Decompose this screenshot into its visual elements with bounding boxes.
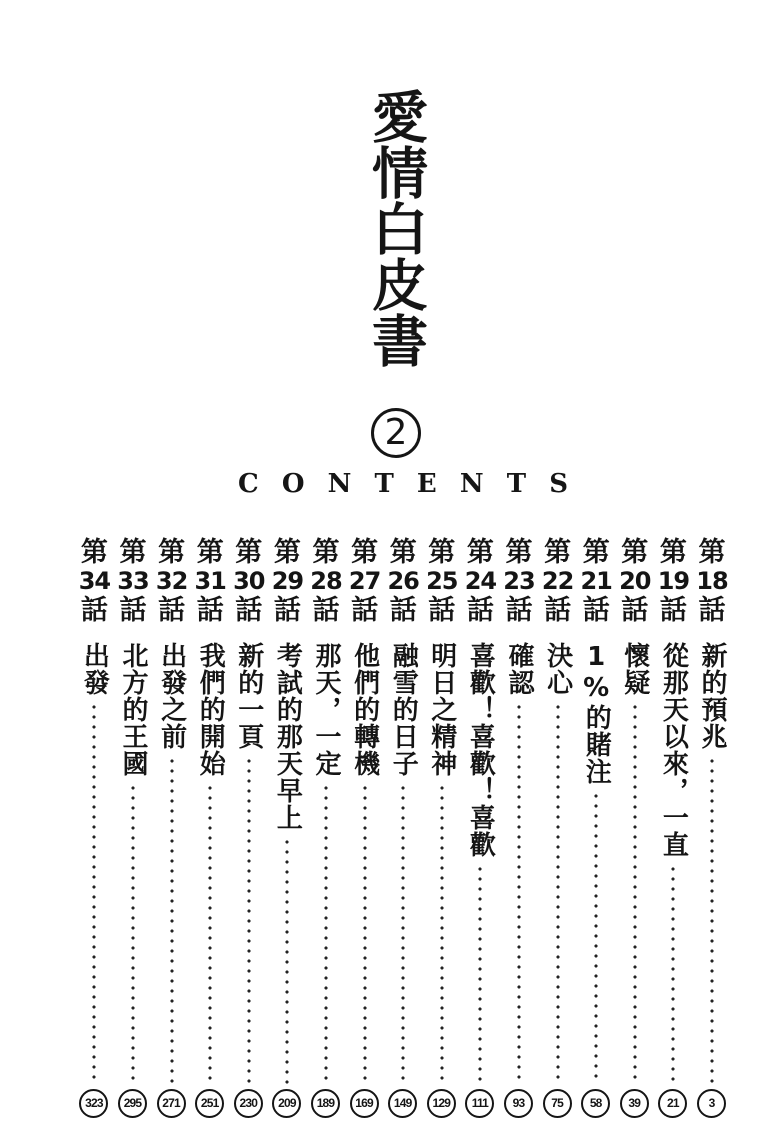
chapter-prefix: 第: [698, 537, 726, 568]
chapter-number: 34: [78, 567, 111, 595]
chapter-prefix: 第: [582, 537, 610, 568]
table-of-contents: [70, 538, 730, 1118]
chapter-suffix: 話: [428, 595, 456, 626]
chapter-prefix: 第: [621, 537, 649, 568]
chapter-title: 新的一頁: [233, 642, 264, 750]
chapter-prefix: 第: [158, 537, 186, 568]
chapter-title: 出發: [79, 642, 110, 696]
chapter-prefix: 第: [544, 537, 572, 568]
chapter-prefix: 第: [466, 537, 494, 568]
chapter-suffix: 話: [119, 595, 147, 626]
chapter-number: 23: [503, 567, 535, 595]
chapter-suffix: 話: [582, 595, 610, 626]
chapter-title: 我們的開始: [195, 642, 226, 777]
contents-heading-letter: C: [238, 469, 259, 499]
contents-heading-letter: E: [416, 469, 437, 499]
chapter-suffix: 話: [659, 595, 687, 626]
chapter-prefix: 第: [119, 537, 147, 568]
chapter-suffix: 話: [80, 595, 108, 626]
dot-leader: [324, 783, 328, 1084]
chapter-number: 30: [233, 567, 265, 595]
chapter-prefix: 第: [389, 537, 417, 568]
chapter-title: 他們的轉機: [349, 642, 380, 777]
page-number-circle: 111: [465, 1089, 494, 1118]
chapter-prefix: 第: [312, 537, 340, 568]
chapter-suffix: 話: [196, 595, 224, 626]
chapter-label: [540, 538, 576, 625]
page-number-circle: 58: [581, 1089, 610, 1118]
toc-entry[interactable]: [115, 538, 151, 1118]
chapter-title: 考試的那天早上: [272, 642, 303, 831]
dot-leader: [556, 702, 560, 1084]
toc-entry[interactable]: [154, 538, 190, 1118]
chapter-suffix: 話: [389, 595, 417, 626]
page-number-circle: 323: [79, 1089, 108, 1118]
page-number-circle: 3: [697, 1089, 726, 1118]
chapter-suffix: 話: [351, 595, 379, 626]
toc-entry[interactable]: [578, 538, 614, 1118]
toc-entry[interactable]: [655, 538, 691, 1118]
page-number-circle: 209: [272, 1089, 301, 1118]
chapter-label: [655, 538, 691, 625]
chapter-title: 決心: [542, 642, 573, 696]
page-number-circle: 169: [350, 1089, 379, 1118]
dot-leader: [594, 791, 598, 1084]
contents-heading-letter: T: [374, 469, 394, 499]
chapter-title: 明日之精神: [426, 642, 457, 777]
chapter-label: [115, 538, 151, 625]
contents-heading-letter: O: [281, 469, 305, 499]
chapter-label: [462, 538, 498, 625]
chapter-suffix: 話: [235, 595, 263, 626]
chapter-number: 33: [117, 567, 149, 595]
chapter-label: [424, 538, 460, 625]
chapter-number: 27: [348, 567, 381, 595]
toc-entry[interactable]: [269, 538, 305, 1118]
chapter-number: 20: [619, 567, 651, 595]
contents-heading-letter: S: [549, 469, 568, 499]
page-number-circle: 129: [427, 1089, 456, 1118]
chapter-prefix: 第: [196, 537, 224, 568]
chapter-label: [154, 538, 190, 625]
chapter-suffix: 話: [698, 595, 726, 626]
dot-leader: [92, 702, 96, 1084]
page-number-circle: 93: [504, 1089, 533, 1118]
dot-leader: [208, 783, 212, 1084]
toc-entry[interactable]: [424, 538, 460, 1118]
toc-entry[interactable]: [694, 538, 730, 1118]
chapter-title: 喜歡！喜歡！喜歡: [465, 642, 496, 858]
chapter-number: 22: [541, 567, 574, 595]
dot-leader: [440, 783, 444, 1084]
chapter-title: 1%的賭注: [581, 642, 612, 785]
chapter-title: 北方的王國: [118, 642, 148, 777]
chapter-prefix: 第: [659, 537, 687, 568]
chapter-prefix: 第: [505, 537, 533, 568]
page-number-circle: 149: [388, 1089, 417, 1118]
page-number-circle: 21: [658, 1089, 687, 1118]
chapter-label: [501, 538, 537, 625]
page-number-circle: 75: [543, 1089, 572, 1118]
toc-entry[interactable]: [501, 538, 537, 1118]
contents-heading: [238, 468, 568, 500]
chapter-suffix: 話: [466, 595, 494, 626]
chapter-suffix: 話: [158, 595, 186, 626]
page-number-circle: 39: [620, 1089, 649, 1118]
chapter-suffix: 話: [312, 595, 340, 626]
dot-leader: [401, 783, 405, 1084]
dot-leader: [710, 756, 714, 1084]
contents-heading-letter: N: [327, 469, 352, 499]
chapter-label: [385, 538, 421, 625]
chapter-title: 出發之前: [156, 642, 187, 750]
dot-leader: [131, 783, 135, 1084]
chapter-title: 確認: [504, 642, 534, 696]
contents-heading-letter: T: [506, 469, 527, 499]
chapter-title: 從那天以來，一直: [658, 642, 689, 858]
book-title: 愛情白皮書: [363, 88, 429, 368]
dot-leader: [170, 756, 174, 1084]
chapter-label: [76, 538, 112, 625]
chapter-title: 那天，一定: [311, 642, 341, 777]
chapter-label: [347, 538, 383, 625]
chapter-number: 29: [271, 567, 304, 595]
dot-leader: [247, 756, 251, 1084]
chapter-label: [578, 538, 614, 625]
chapter-prefix: 第: [428, 537, 456, 568]
toc-entry[interactable]: [192, 538, 228, 1118]
chapter-number: 26: [387, 567, 419, 595]
chapter-label: [694, 538, 730, 625]
chapter-label: [269, 538, 305, 625]
dot-leader: [517, 702, 521, 1084]
chapter-number: 28: [310, 567, 342, 595]
dot-leader: [633, 702, 637, 1084]
chapter-number: 31: [194, 567, 226, 595]
chapter-prefix: 第: [273, 537, 301, 568]
chapter-prefix: 第: [351, 537, 379, 568]
chapter-number: 19: [657, 567, 690, 595]
chapter-suffix: 話: [505, 595, 533, 626]
chapter-number: 32: [155, 567, 188, 595]
toc-entry[interactable]: [385, 538, 421, 1118]
chapter-suffix: 話: [273, 595, 301, 626]
chapter-label: [192, 538, 228, 625]
page-number-circle: 295: [118, 1089, 147, 1118]
toc-entry[interactable]: [347, 538, 383, 1118]
chapter-suffix: 話: [621, 595, 649, 626]
chapter-number: 18: [696, 567, 728, 595]
page-number-circle: 189: [311, 1089, 340, 1118]
chapter-number: 21: [580, 567, 612, 595]
chapter-title: 懷疑: [619, 642, 650, 696]
page-number-circle: 271: [157, 1089, 186, 1118]
chapter-prefix: 第: [80, 537, 108, 568]
dot-leader: [671, 864, 675, 1084]
dot-leader: [478, 864, 482, 1084]
dot-leader: [285, 837, 289, 1084]
toc-entry[interactable]: [617, 538, 653, 1118]
toc-entry[interactable]: [462, 538, 498, 1118]
page-number-circle: 251: [195, 1089, 224, 1118]
contents-heading-letter: N: [459, 469, 484, 499]
chapter-label: [308, 538, 344, 625]
chapter-suffix: 話: [544, 595, 572, 626]
chapter-label: [231, 538, 267, 625]
chapter-label: [617, 538, 653, 625]
toc-entry[interactable]: [540, 538, 576, 1118]
chapter-title: 新的預兆: [697, 642, 727, 750]
chapter-prefix: 第: [235, 537, 263, 568]
chapter-title: 融雪的日子: [388, 642, 419, 777]
toc-entry[interactable]: [231, 538, 267, 1118]
page-number-circle: 230: [234, 1089, 263, 1118]
volume-number-circle: 2: [371, 408, 421, 458]
toc-entry[interactable]: [76, 538, 112, 1118]
chapter-number: 24: [464, 567, 497, 595]
toc-entry[interactable]: [308, 538, 344, 1118]
dot-leader: [363, 783, 367, 1084]
chapter-number: 25: [426, 567, 458, 595]
